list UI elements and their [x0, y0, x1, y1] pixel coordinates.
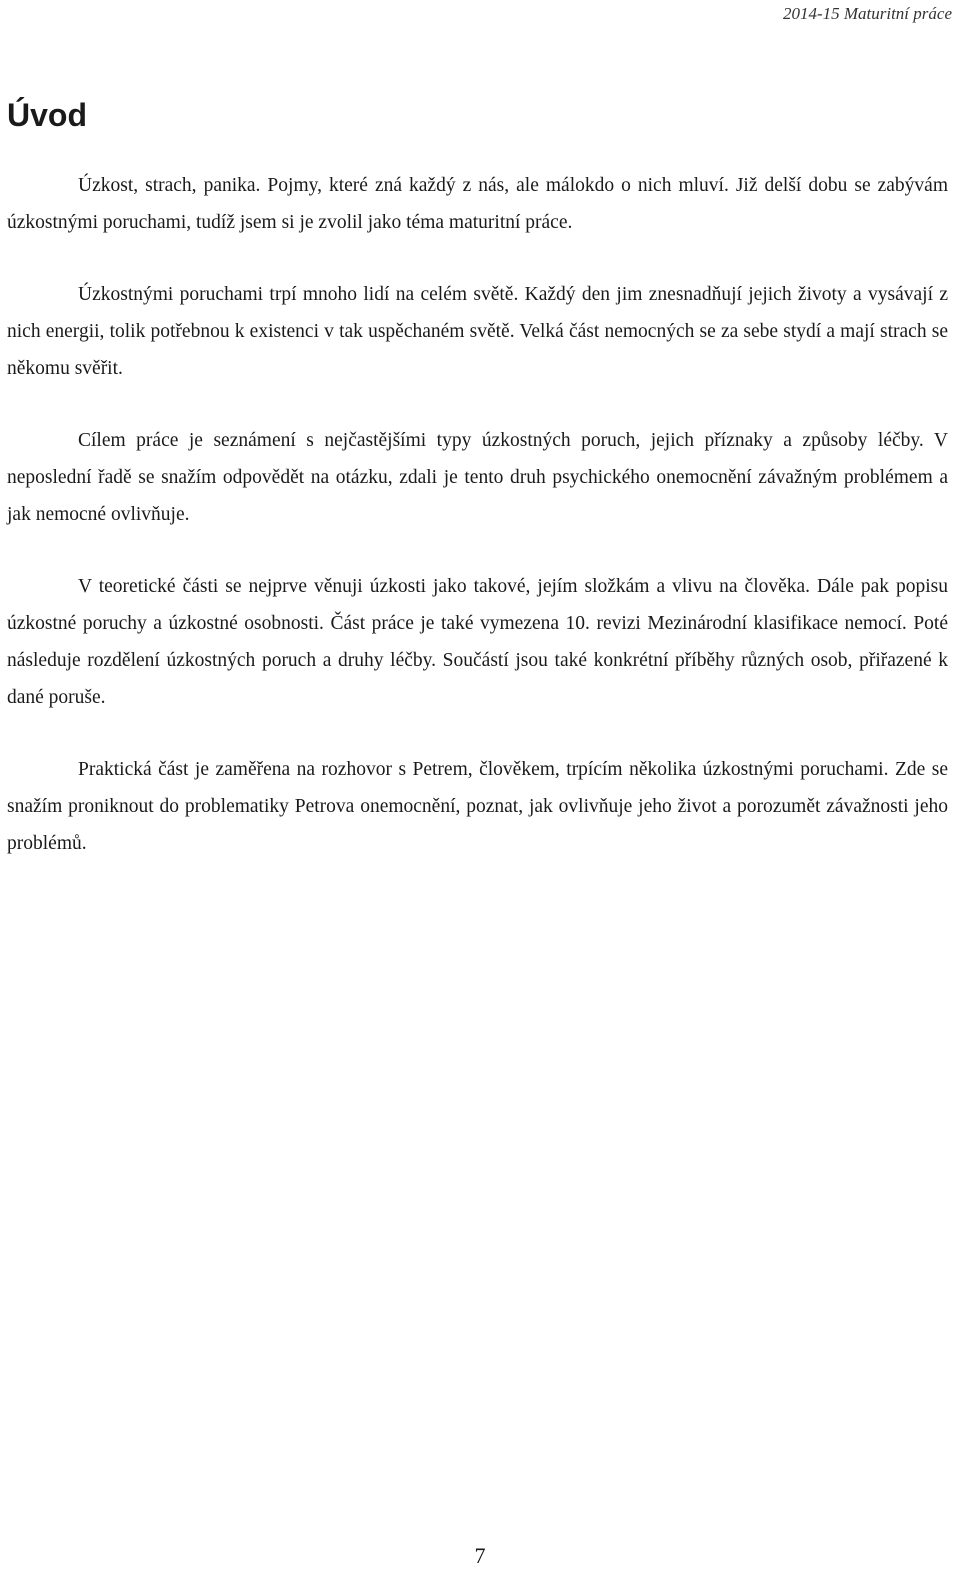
- paragraph-theory: V teoretické části se nejprve věnuji úzkosti jako takové, jejím složkám a vlivu na člověka. Dále pak popisu úzkostné poruchy a úzkostné osobnosti. Část práce je také vymezena 10. revizi Mezinárodní klasifikace nemocí. Poté následuje rozdělení úzkostných poruch a druhy léčby. Součástí jsou také konkrétní příběhy různých osob, přiřazené k dané poruše.: [7, 576, 948, 708]
- page-title: Úvod: [7, 97, 87, 133]
- paragraph-goal: Cílem práce je seznámení s nejčastějšími typy úzkostných poruch, jejich příznaky a způsoby léčby. V neposlední řadě se snažím odpovědět na otázku, zdali je tento druh psychického onemocnění závažným problémem a jak nemocné ovlivňuje.: [7, 430, 948, 525]
- paragraph-practice: Praktická část je zaměřena na rozhovor s Petrem, člověkem, trpícím několika úzkostnými poruchami. Zde se snažím proniknout do problematiky Petrova onemocnění, poznat, jak ovlivňuje jeho život a porozumět závažnosti jeho problémů.: [7, 759, 948, 854]
- running-header: 2014-15 Maturitní práce: [782, 4, 952, 23]
- paragraph-prevalence: Úzkostnými poruchami trpí mnoho lidí na celém světě. Každý den jim znesnadňují jejich životy a vysávají z nich energii, tolik potřebnou k existenci v tak uspěchaném světě. Velká část nemocných se za sebe stydí a mají strach se někomu svěřit.: [7, 284, 948, 379]
- body-text: [7, 167, 948, 897]
- paragraph-intro: Úzkost, strach, panika. Pojmy, které zná každý z nás, ale málokdo o nich mluví. Již delší dobu se zabývám úzkostnými poruchami, tudíž jsem si je zvolil jako téma maturitní práce.: [7, 175, 948, 233]
- page-number: 7: [474, 1543, 486, 1568]
